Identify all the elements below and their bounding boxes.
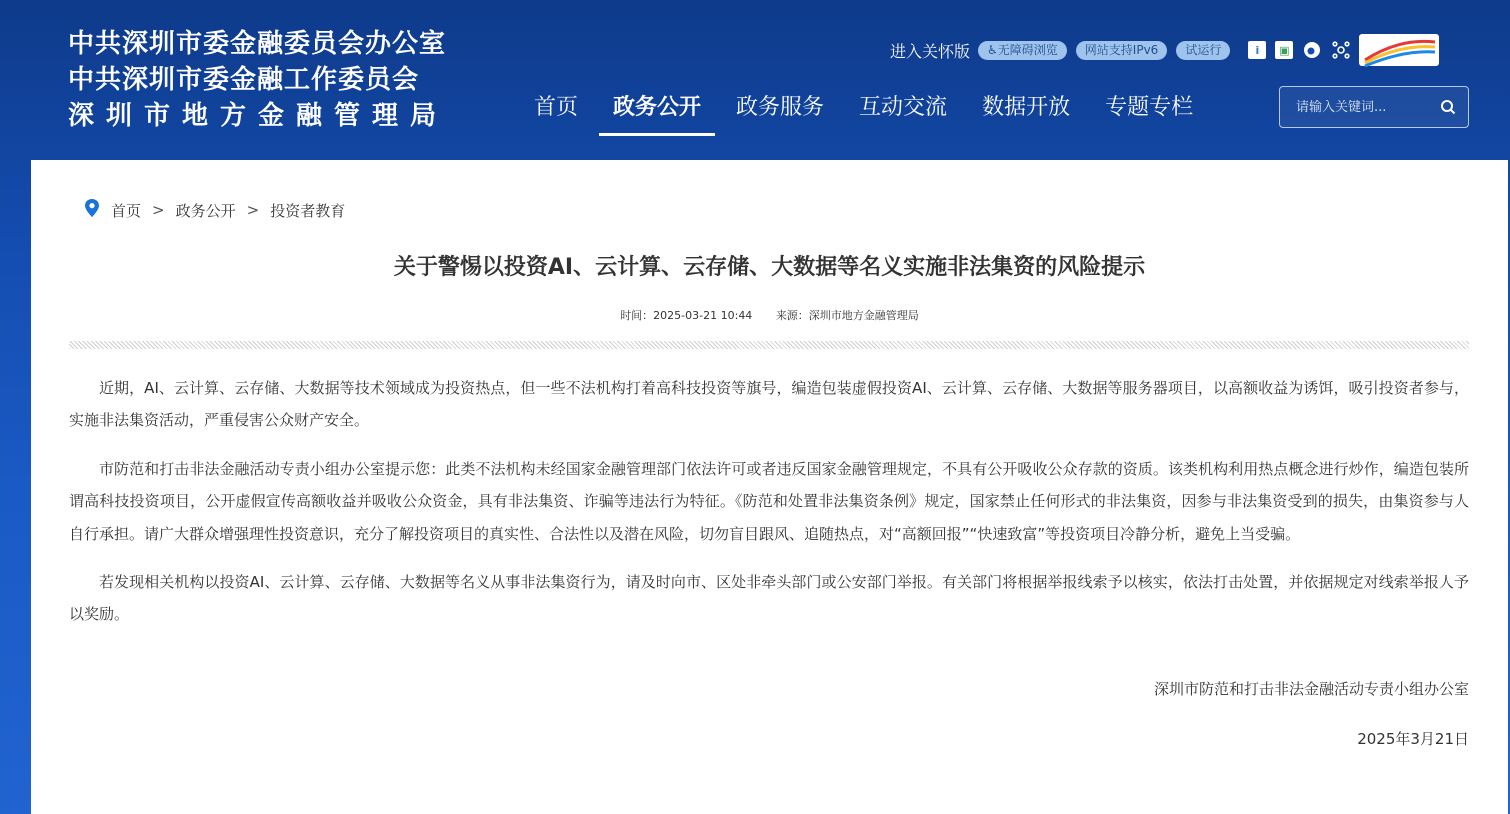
org-name-3: 深圳市地方金融管理局: [68, 101, 449, 131]
breadcrumb: [83, 198, 345, 222]
org-name-1: 中共深圳市委金融委员会办公室: [68, 29, 447, 59]
accessibility-icon: ♿: [987, 42, 998, 57]
trial-run-badge: 试运行: [1176, 41, 1230, 60]
article-card: [31, 160, 1508, 814]
accessibility-button[interactable]: ♿无障碍浏览: [978, 41, 1067, 60]
breadcrumb-separator: >: [246, 201, 260, 219]
org-names: [68, 26, 448, 134]
wechat-icon[interactable]: [1331, 40, 1351, 60]
search-button[interactable]: [1430, 99, 1466, 115]
weibo-icon[interactable]: [1302, 40, 1322, 60]
paragraph: 近期，AI、云计算、云存储、大数据等技术领域成为投资热点，但一些不法机构打着高科技投资等旗号，编造包装虚假投资AI、云计算、云存储、大数据等服务器项目，以高额收益为诱饵，吸引投资者参与，实施非法集资活动，严重侵害公众财产安全。: [69, 379, 1469, 430]
article-title: 关于警惕以投资AI、云计算、云存储、大数据等名义实施非法集资的风险提示: [393, 255, 1146, 280]
main-nav: [520, 88, 1214, 136]
nav-gov-services[interactable]: 政务服务: [736, 95, 825, 120]
shenzhen-logo: [1359, 32, 1439, 68]
search-box: [1279, 86, 1469, 128]
article-time: 时间：2025-03-21 10:44: [620, 309, 753, 322]
paragraph: 若发现相关机构以投资AI、云计算、云存储、大数据等名义从事非法集资行为，请及时向市、区处非牵头部门或公安部门举报。有关部门将根据举报线索予以核实，依法打击处置，并依据规定对线索举报人予以奖励。: [69, 573, 1469, 624]
article-body: [69, 372, 1469, 647]
care-mode-link[interactable]: 进入关怀版: [890, 41, 971, 61]
article-meta: [31, 307, 1508, 323]
nav-interaction[interactable]: 互动交流: [859, 95, 948, 120]
article-date: 2025年3月21日: [1357, 730, 1469, 748]
breadcrumb-home[interactable]: 首页: [111, 201, 142, 220]
search-input[interactable]: [1280, 100, 1430, 115]
breadcrumb-gov-affairs[interactable]: 政务公开: [175, 201, 236, 220]
site-header: [0, 0, 1510, 160]
org-name-2: 中共深圳市委金融工作委员会: [68, 65, 420, 95]
app-icon[interactable]: i: [1248, 41, 1266, 59]
ipv6-icon[interactable]: ▣: [1275, 41, 1293, 59]
nav-gov-affairs[interactable]: 政务公开: [599, 88, 715, 136]
nav-home[interactable]: 首页: [534, 95, 579, 120]
utility-bar: [890, 38, 1439, 62]
breadcrumb-separator: >: [152, 201, 165, 219]
paragraph: 市防范和打击非法金融活动专责小组办公室提示您：此类不法机构未经国家金融管理部门依法许可或者违反国家金融管理规定，不具有公开吸收公众存款的资质。该类机构利用热点概念进行炒作，编造包装所谓高科技投资项目，公开虚假宣传高额收益并吸收公众资金，具有非法集资、诈骗等违法行为特征。《防范和处置非法集资条例》规定，国家禁止任何形式的非法集资，因参与非法集资受到的损失，由集资参与人自行承担。请广大群众增强理性投资意识，充分了解投资项目的真实性、合法性以及潜在风险，切勿盲目跟风、追随热点，对“高额回报”“快速致富”等投资项目冷静分析，避免上当受骗。: [69, 459, 1469, 543]
article-signature: 深圳市防范和打击非法金融活动专责小组办公室: [1153, 680, 1469, 698]
nav-open-data[interactable]: 数据开放: [982, 95, 1071, 120]
ipv6-badge: 网站支持IPv6: [1076, 41, 1168, 60]
divider: [69, 341, 1469, 349]
location-pin-icon: [83, 198, 101, 222]
article-source: 来源：深圳市地方金融管理局: [775, 309, 919, 322]
breadcrumb-investor-education[interactable]: 投资者教育: [270, 201, 346, 220]
nav-special-topics[interactable]: 专题专栏: [1105, 95, 1194, 120]
search-icon: [1440, 99, 1456, 115]
